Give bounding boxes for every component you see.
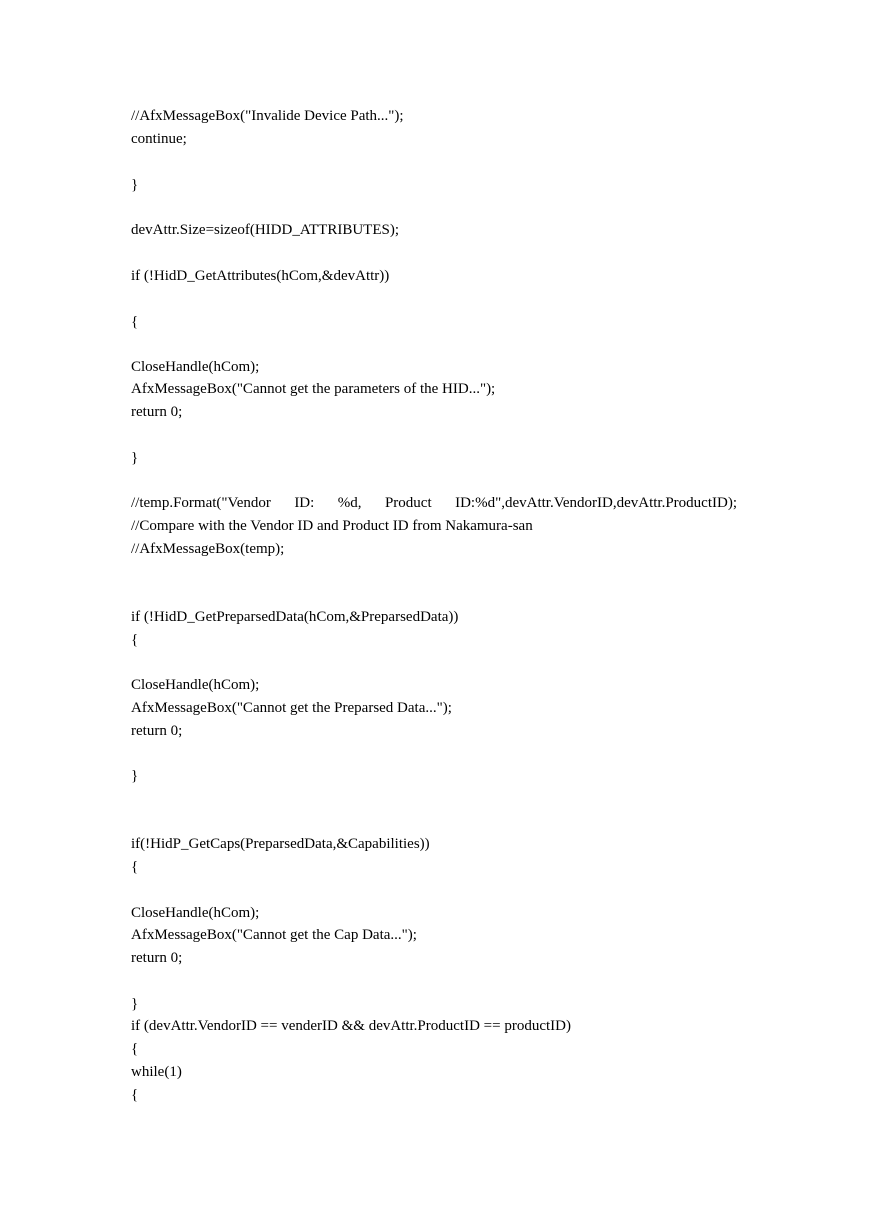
code-word: //temp.Format("Vendor	[131, 495, 271, 511]
code-line: if (!HidD_GetAttributes(hCom,&devAttr))	[131, 268, 390, 284]
code-line: {	[131, 314, 139, 330]
code-line: //AfxMessageBox("Invalide Device Path...");	[131, 108, 404, 124]
code-line: return 0;	[131, 950, 183, 966]
code-word: ID:	[294, 495, 315, 511]
code-line: }	[131, 177, 139, 193]
code-word: ID:%d",devAttr.VendorID,devAttr.ProductID);	[455, 495, 737, 511]
code-line: if (!HidD_GetPreparsedData(hCom,&PreparsedData))	[131, 609, 459, 625]
code-line: }	[131, 768, 139, 784]
code-word: %d,	[337, 495, 362, 511]
code-line: CloseHandle(hCom);	[131, 905, 260, 921]
code-line: if(!HidP_GetCaps(PreparsedData,&Capabilities))	[131, 836, 430, 852]
code-line: {	[131, 632, 139, 648]
code-line: AfxMessageBox("Cannot get the Cap Data...");	[131, 927, 417, 943]
code-line: return 0;	[131, 404, 183, 420]
code-line: //AfxMessageBox(temp);	[131, 541, 285, 557]
code-line: //Compare with the Vendor ID and Product ID from Nakamura-san	[131, 518, 533, 534]
code-line: }	[131, 996, 139, 1012]
code-line: {	[131, 859, 139, 875]
code-line: {	[131, 1041, 139, 1057]
code-line: CloseHandle(hCom);	[131, 677, 260, 693]
code-line: {	[131, 1087, 139, 1103]
code-line: while(1)	[131, 1064, 182, 1080]
code-line: continue;	[131, 131, 187, 147]
code-line: AfxMessageBox("Cannot get the Preparsed Data...");	[131, 700, 452, 716]
code-line: }	[131, 450, 139, 466]
code-line: devAttr.Size=sizeof(HIDD_ATTRIBUTES);	[131, 222, 399, 238]
code-line: if (devAttr.VendorID == venderID && devAttr.ProductID == productID)	[131, 1018, 571, 1034]
code-line: CloseHandle(hCom);	[131, 359, 260, 375]
code-line-format	[131, 494, 737, 512]
code-word: Product	[384, 495, 432, 511]
code-line: AfxMessageBox("Cannot get the parameters of the HID...");	[131, 381, 496, 397]
code-line: return 0;	[131, 723, 183, 739]
